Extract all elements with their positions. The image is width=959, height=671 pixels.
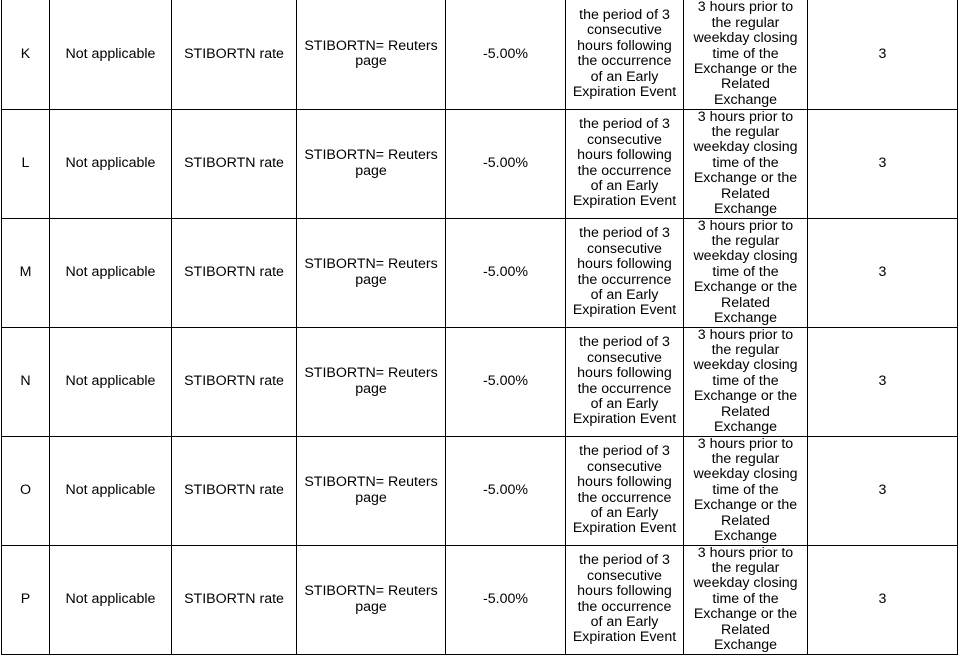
table-row — [2, 218, 958, 327]
terms-table — [1, 0, 958, 655]
closing-time-cell: 3 hours prior to the regular weekday closing time of the Exchange or the Related Exchange — [684, 436, 808, 545]
reuters-page-cell: STIBORTN= Reuters page — [297, 109, 446, 218]
reuters-page-cell: STIBORTN= Reuters page — [297, 218, 446, 327]
applicability-cell: Not applicable — [50, 545, 172, 654]
rate-cell: STIBORTN rate — [172, 327, 297, 436]
rate-cell: STIBORTN rate — [172, 545, 297, 654]
applicability-cell: Not applicable — [50, 436, 172, 545]
series-letter-cell: M — [2, 218, 50, 327]
expiration-period-cell: the period of 3 consecutive hours following the occurrence of an Early Expiration Event — [566, 545, 684, 654]
spread-cell: -5.00% — [446, 0, 566, 109]
spread-cell: -5.00% — [446, 218, 566, 327]
table-row — [2, 109, 958, 218]
days-cell: 3 — [808, 0, 958, 109]
closing-time-cell: 3 hours prior to the regular weekday closing time of the Exchange or the Related Exchange — [684, 109, 808, 218]
spread-cell: -5.00% — [446, 545, 566, 654]
expiration-period-cell: the period of 3 consecutive hours following the occurrence of an Early Expiration Event — [566, 109, 684, 218]
rate-cell: STIBORTN rate — [172, 109, 297, 218]
days-cell: 3 — [808, 109, 958, 218]
days-cell: 3 — [808, 436, 958, 545]
days-cell: 3 — [808, 218, 958, 327]
series-letter-cell: N — [2, 327, 50, 436]
days-cell: 3 — [808, 545, 958, 654]
expiration-period-cell: the period of 3 consecutive hours following the occurrence of an Early Expiration Event — [566, 327, 684, 436]
reuters-page-cell: STIBORTN= Reuters page — [297, 436, 446, 545]
closing-time-cell: 3 hours prior to the regular weekday closing time of the Exchange or the Related Exchange — [684, 327, 808, 436]
table-row — [2, 545, 958, 654]
table-row — [2, 327, 958, 436]
days-cell: 3 — [808, 327, 958, 436]
expiration-period-cell: the period of 3 consecutive hours following the occurrence of an Early Expiration Event — [566, 0, 684, 109]
rate-cell: STIBORTN rate — [172, 218, 297, 327]
applicability-cell: Not applicable — [50, 109, 172, 218]
applicability-cell: Not applicable — [50, 0, 172, 109]
spread-cell: -5.00% — [446, 436, 566, 545]
reuters-page-cell: STIBORTN= Reuters page — [297, 0, 446, 109]
series-letter-cell: L — [2, 109, 50, 218]
rate-cell: STIBORTN rate — [172, 436, 297, 545]
applicability-cell: Not applicable — [50, 218, 172, 327]
expiration-period-cell: the period of 3 consecutive hours following the occurrence of an Early Expiration Event — [566, 218, 684, 327]
closing-time-cell: 3 hours prior to the regular weekday closing time of the Exchange or the Related Exchange — [684, 545, 808, 654]
table-row — [2, 436, 958, 545]
series-letter-cell: P — [2, 545, 50, 654]
reuters-page-cell: STIBORTN= Reuters page — [297, 545, 446, 654]
rate-cell: STIBORTN rate — [172, 0, 297, 109]
table-row — [2, 0, 958, 109]
series-letter-cell: K — [2, 0, 50, 109]
spread-cell: -5.00% — [446, 327, 566, 436]
closing-time-cell: 3 hours prior to the regular weekday closing time of the Exchange or the Related Exchange — [684, 218, 808, 327]
closing-time-cell: 3 hours prior to the regular weekday closing time of the Exchange or the Related Exchange — [684, 0, 808, 109]
spread-cell: -5.00% — [446, 109, 566, 218]
reuters-page-cell: STIBORTN= Reuters page — [297, 327, 446, 436]
applicability-cell: Not applicable — [50, 327, 172, 436]
expiration-period-cell: the period of 3 consecutive hours following the occurrence of an Early Expiration Event — [566, 436, 684, 545]
series-letter-cell: O — [2, 436, 50, 545]
